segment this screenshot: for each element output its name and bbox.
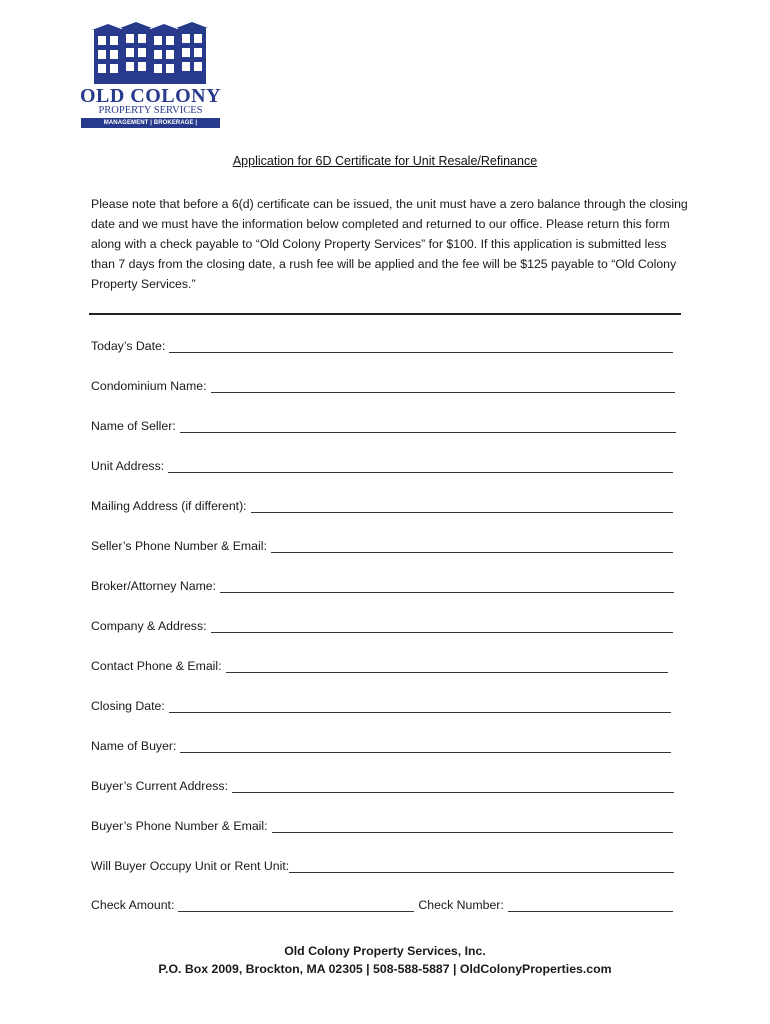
buyer-current-address-field[interactable] <box>91 777 674 793</box>
company-address-line[interactable] <box>211 620 673 633</box>
seller-phone-email-line[interactable] <box>271 540 673 553</box>
broker-attorney-field[interactable] <box>91 577 674 593</box>
check-row <box>91 896 673 912</box>
intro-paragraph: Please note that before a 6(d) certificate can be issued, the unit must have a zero balance through the closing date and we must have the information below completed and returned to our office. Please return this form along with a check payable to “Old Colony Property Services” for $100. If this application is submitted less than 7 days from the closing date, a rush fee will be applied and the fee will be $125 payable to “Old Colony Property Services.” <box>91 197 688 291</box>
seller-phone-email-field[interactable] <box>91 537 673 553</box>
footer-contact: P.O. Box 2009, Brockton, MA 02305 | 508-588-5887 | OldColonyProperties.com <box>158 962 612 976</box>
closing-date-label: Closing Date: <box>91 699 165 713</box>
check-amount-label: Check Amount: <box>91 898 175 912</box>
todays-date-label: Today’s Date: <box>91 339 166 353</box>
todays-date-line[interactable] <box>169 340 673 353</box>
check-number-label: Check Number: <box>418 898 504 912</box>
buyer-current-address-label: Buyer’s Current Address: <box>91 779 228 793</box>
name-of-buyer-field[interactable] <box>91 737 671 753</box>
check-amount-line[interactable] <box>178 899 414 912</box>
todays-date-field[interactable] <box>91 337 673 353</box>
form-title: Application for 6D Certificate for Unit Resale/Refinance <box>232 154 538 168</box>
buyer-occupy-field[interactable] <box>91 857 674 873</box>
unit-address-field[interactable] <box>91 457 673 473</box>
contact-phone-email-line[interactable] <box>226 660 668 673</box>
company-logo <box>78 22 223 136</box>
condominium-name-field[interactable] <box>91 377 675 393</box>
closing-date-line[interactable] <box>169 700 671 713</box>
name-of-buyer-line[interactable] <box>180 740 671 753</box>
buyer-occupy-line[interactable] <box>289 860 674 873</box>
contact-phone-email-field[interactable] <box>91 657 668 673</box>
logo-tagline: MANAGEMENT | BROKERAGE | CONSTRUCTION <box>81 118 220 128</box>
footer-company: Old Colony Property Services, Inc. <box>284 944 486 958</box>
unit-address-label: Unit Address: <box>91 459 165 473</box>
broker-attorney-line[interactable] <box>220 580 674 593</box>
buyer-occupy-label: Will Buyer Occupy Unit or Rent Unit: <box>91 859 290 873</box>
broker-attorney-label: Broker/Attorney Name: <box>91 579 217 593</box>
buyer-phone-email-label: Buyer’s Phone Number & Email: <box>91 819 268 833</box>
buildings-logo-icon <box>78 22 223 86</box>
logo-company-name: OLD COLONY <box>79 85 222 107</box>
condominium-name-line[interactable] <box>211 380 676 393</box>
buyer-phone-email-field[interactable] <box>91 817 673 833</box>
mailing-address-line[interactable] <box>251 500 673 513</box>
check-number-line[interactable] <box>508 899 673 912</box>
company-address-field[interactable] <box>91 617 673 633</box>
name-of-seller-line[interactable] <box>180 420 676 433</box>
name-of-buyer-label: Name of Buyer: <box>91 739 177 753</box>
closing-date-field[interactable] <box>91 697 671 713</box>
buyer-current-address-line[interactable] <box>232 780 674 793</box>
unit-address-line[interactable] <box>168 460 673 473</box>
name-of-seller-label: Name of Seller: <box>91 419 176 433</box>
mailing-address-field[interactable] <box>91 497 673 513</box>
mailing-address-label: Mailing Address (if different): <box>91 499 247 513</box>
buyer-phone-email-line[interactable] <box>272 820 673 833</box>
logo-subtitle: PROPERTY SERVICES <box>98 105 203 116</box>
condominium-name-label: Condominium Name: <box>91 379 207 393</box>
seller-phone-email-label: Seller’s Phone Number & Email: <box>91 539 267 553</box>
contact-phone-email-label: Contact Phone & Email: <box>91 659 222 673</box>
section-divider <box>89 313 681 315</box>
company-address-label: Company & Address: <box>91 619 207 633</box>
name-of-seller-field[interactable] <box>91 417 676 433</box>
